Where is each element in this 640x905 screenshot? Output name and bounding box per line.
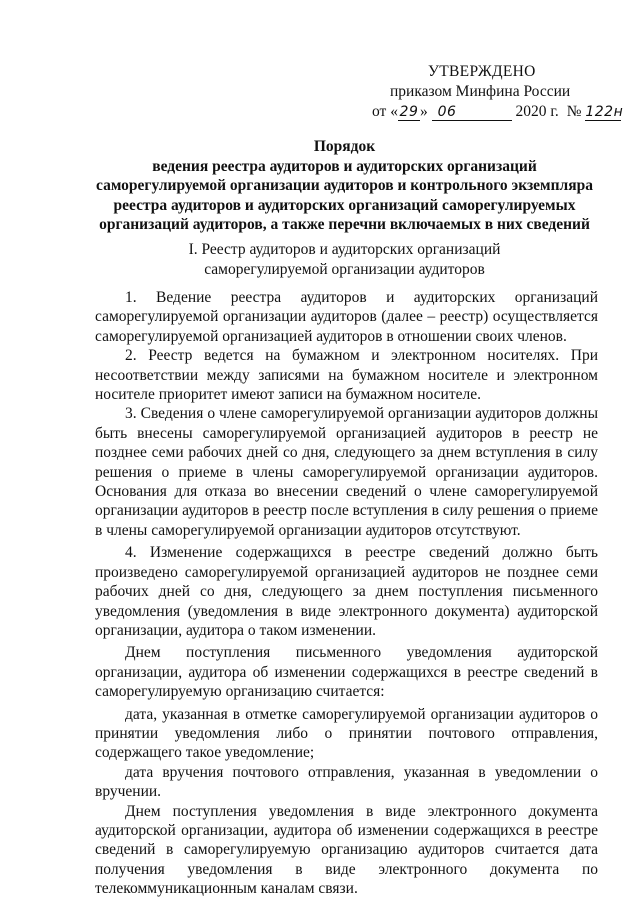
section-title-line: саморегулируемой организации аудиторов [204,260,485,278]
section-title-line: I. Реестр аудиторов и аудиторских организаций [188,241,501,258]
heading-line: саморегулируемой организации аудиторов и контрольного экземпляра [96,177,593,194]
paragraph: 1. Ведение реестра аудиторов и аудиторских организаций саморегулируемой организации аудиторов (далее – реестр) осуществляется саморегулируемой организацией аудиторов в отношении своих членов. [95,289,598,345]
heading-line: организаций аудиторов, а также перечни включаемых в них сведений [99,216,590,233]
approval-title: УТВЕРЖДЕНО [428,63,536,80]
approval-stamp [372,62,622,122]
paragraph: 2. Реестр ведется на бумажном и электронном носителях. При несоответствии между записями на бумажном носителе и электронном носителе приоритет имеют записи на бумажном носителе. [95,347,598,404]
date-day: 29 [399,104,419,120]
paragraph: Днем поступления письменного уведомления аудиторской организации, аудитора об изменении содержащихся в реестре сведений в саморегулируемую организацию считается: [95,644,598,701]
order-number: 122н [585,104,624,120]
date-prefix: от « [372,103,398,120]
paragraph: 4. Изменение содержащихся в реестре сведений должно быть произведено саморегулируемой организацией аудиторов не позднее семи рабочих дней со дня, следующего за днем поступления письменного уведомления (уведомления в виде электронного документа) аудиторской организации, аудитора о таком изменении. [95,544,598,639]
document-body [95,288,598,899]
paragraph: Днем поступления уведомления в виде электронного документа аудиторской организации, аудитора об изменении содержащихся в реестре сведений в саморегулируемую организацию аудиторов считается дата получения уведомления в виде электронного документа по телекоммуникационным каналам связи. [95,802,598,898]
document-heading [92,137,597,235]
approval-date-line [372,102,622,122]
number-label: № [566,103,582,120]
heading-line: ведения реестра аудиторов и аудиторских организаций [152,157,537,175]
paragraph: дата, указанная в отметке саморегулируемой организации аудиторов о принятии уведомления либо о принятии почтового отправления, содержащего такое уведомление; [95,705,598,762]
section-title [92,240,597,279]
heading-line: реестра аудиторов и аудиторских организаций саморегулируемых [113,196,576,214]
heading-title: Порядок [313,138,376,155]
approval-order: приказом Минфина России [390,83,571,100]
date-month: 06 [432,105,512,121]
paragraph: дата вручения почтового отправления, указанная в уведомлении о вручении. [95,763,598,801]
date-day-close: » [419,103,428,120]
date-year: 2020 г. [515,103,559,120]
paragraph: 3. Сведения о члене саморегулируемой организации аудиторов должны быть внесены саморегулируемой организацией аудиторов в реестр не позднее семи рабочих дней со дня, следующего за днем вступления в силу решения о приеме в члены саморегулируемой организации аудиторов. Основания для отказа во внесении сведений о члене саморегулируемой организации аудиторов в реестр после вступления в силу решения о приеме в члены саморегулируемой организации аудиторов отсутствуют. [95,405,598,539]
